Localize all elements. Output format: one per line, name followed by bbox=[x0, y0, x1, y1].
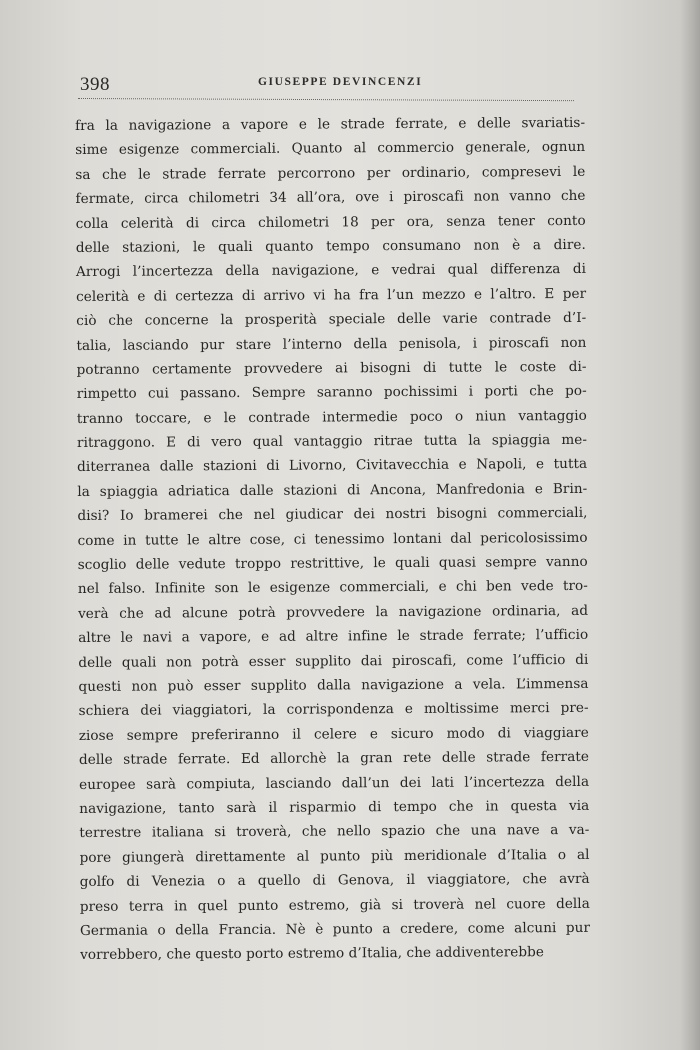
text-line: sa che le strade ferrate percorrono per ordinario, compresevi le bbox=[75, 163, 586, 183]
text-line: verà che ad alcune potrà provvedere la navigazione ordinaria, ad bbox=[78, 602, 589, 622]
text-line: ziose sempre preferiranno il celere e sicuro modo di viaggiare bbox=[78, 724, 589, 744]
text-line: golfo di Venezia o a quello di Genova, il viaggiatore, che avrà bbox=[79, 870, 590, 891]
text-line: europee sarà compiuta, lasciando dall’un dei lati l’incertezza della bbox=[79, 773, 590, 793]
text-line: navigazione, tanto sarà il risparmio di tempo che in questa via bbox=[79, 797, 590, 817]
text-line: questi non può esser supplito dalla navigazione a vela. L’immensa bbox=[78, 675, 589, 695]
text-line: nel falso. Infinite son le esigenze commerciali, e chi ben vede tro- bbox=[77, 578, 588, 598]
text-line: la spiaggia adriatica dalle stazioni di Ancona, Manfredonia e Brin- bbox=[77, 480, 588, 500]
text-line: vorrebbero, che questo porto estremo d’Italia, che addiventerebbe bbox=[80, 944, 545, 964]
text-line: potranno certamente provvedere ai bisogni di tutte le coste di- bbox=[76, 358, 587, 378]
body-text bbox=[75, 111, 590, 968]
text-line: rimpetto cui passano. Sempre saranno pochissimi i porti che po- bbox=[76, 383, 587, 403]
text-line: ciò che concerne la prosperità speciale delle varie contrade d’I- bbox=[76, 310, 587, 330]
page-header bbox=[78, 72, 578, 104]
page-number: 398 bbox=[80, 74, 110, 95]
text-line: delle strade ferrate. Ed allorchè la gran rete delle strade ferrate bbox=[78, 749, 589, 769]
text-line: diterranea dalle stazioni di Livorno, Civitavecchia e Napoli, e tutta bbox=[77, 456, 588, 476]
text-line: tranno toccare, e le contrade intermedie poco o niun vantaggio bbox=[76, 407, 587, 427]
text-line: delle quali non potrà esser supplito dai piroscafi, come l’ufficio di bbox=[78, 651, 589, 671]
text-line: Germania o della Francia. Nè è punto a credere, come alcuni pur bbox=[79, 919, 591, 939]
text-line: terrestre italiana si troverà, che nello spazio che una nave a va- bbox=[79, 822, 590, 842]
text-line: come in tutte le altre cose, ci tenessimo lontani dal pericolosissimo bbox=[77, 529, 588, 549]
text-line: delle stazioni, le quali quanto tempo consumano non è a dire. bbox=[75, 236, 586, 256]
text-line: altre le navi a vapore, e ad altre infine le strade ferrate; l’ufficio bbox=[78, 627, 589, 647]
text-line: scoglio delle vedute troppo restrittive, le quali quasi sempre vanno bbox=[77, 553, 588, 574]
text-line: preso terra in quel punto estremo, già si troverà nel cuore della bbox=[79, 895, 590, 915]
text-line: disi? Io bramerei che nel giudicar dei nostri bisogni commerciali, bbox=[77, 505, 588, 525]
text-line: ritraggono. E di vero qual vantaggio ritrae tutta la spiaggia me- bbox=[76, 431, 588, 452]
text-line: sime esigenze commerciali. Quanto al commercio generale, ognun bbox=[75, 139, 586, 159]
text-line: colla celerità di circa chilometri 18 per ora, senza tener conto bbox=[75, 212, 586, 232]
text-line: fermate, circa chilometri 34 all’ora, ove i piroscafi non vanno che bbox=[75, 188, 586, 208]
text-line: pore giungerà direttamente al punto più meridionale d’Italia o al bbox=[79, 846, 590, 866]
header-rule bbox=[78, 98, 574, 101]
text-line: talia, lasciando pur stare l’interno della penisola, i piroscafi non bbox=[76, 334, 587, 354]
running-head: GIUSEPPE DEVINCENZI bbox=[258, 76, 423, 88]
text-line: Arrogi l’incertezza della navigazione, e vedrai qual differenza di bbox=[75, 261, 587, 281]
text-line: celerità e di certezza di arrivo vi ha fra l’un mezzo e l’altro. E per bbox=[76, 285, 587, 305]
text-line: schiera dei viaggiatori, la corrispondenza e moltissime merci pre- bbox=[78, 700, 589, 720]
text-line: fra la navigazione a vapore e le strade ferrate, e delle svariatis- bbox=[75, 114, 586, 134]
page-edge-shadow bbox=[680, 0, 700, 1050]
